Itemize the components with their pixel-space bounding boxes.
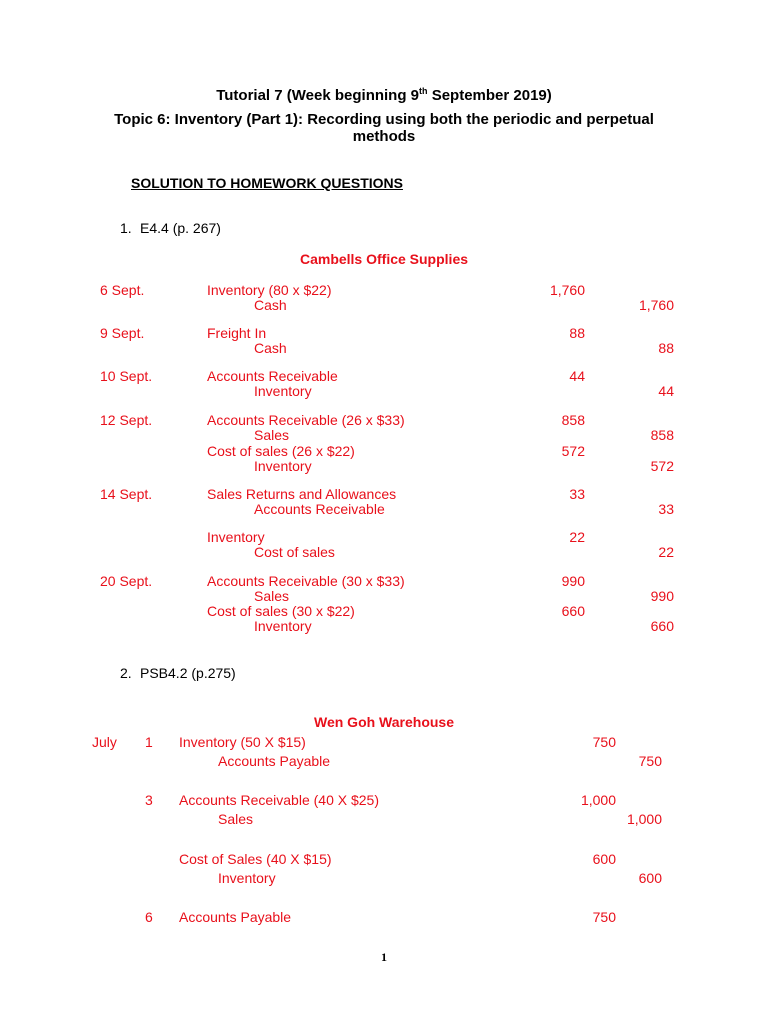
debit-account: Accounts Payable xyxy=(179,909,292,925)
credit-amount: 600 xyxy=(638,870,662,886)
tutorial-title xyxy=(0,88,768,104)
page-number: 1 xyxy=(381,950,387,964)
debit-account: Accounts Receivable (30 x $33) xyxy=(207,573,405,589)
tutorial-title-prefix: Tutorial 7 (Week beginning 9 xyxy=(216,87,420,104)
debit-amount: 660 xyxy=(561,603,585,619)
debit-account: Inventory (50 X $15) xyxy=(179,734,306,750)
entry-date: 10 Sept. xyxy=(100,368,153,384)
credit-account: Sales xyxy=(254,427,290,443)
credit-account: Accounts Payable xyxy=(218,753,331,769)
credit-account: Inventory xyxy=(254,458,312,474)
credit-amount: 750 xyxy=(638,753,662,769)
credit-amount: 1,760 xyxy=(638,297,674,313)
entry-date: 20 Sept. xyxy=(100,573,153,589)
debit-amount: 1,000 xyxy=(580,792,616,808)
debit-amount: 750 xyxy=(592,909,616,925)
credit-amount: 858 xyxy=(650,427,674,443)
credit-amount: 572 xyxy=(650,458,674,474)
entry-date: 9 Sept. xyxy=(100,325,145,341)
credit-account: Inventory xyxy=(254,618,312,634)
debit-account: Cost of sales (26 x $22) xyxy=(207,443,355,459)
debit-account: Sales Returns and Allowances xyxy=(207,486,397,502)
credit-account: Accounts Receivable xyxy=(254,501,385,517)
q2-number: 2. xyxy=(120,665,132,681)
credit-amount: 88 xyxy=(658,340,674,356)
credit-account: Cash xyxy=(254,340,287,356)
debit-account: Accounts Receivable (26 x $33) xyxy=(207,412,405,428)
credit-amount: 44 xyxy=(658,383,674,399)
debit-amount: 1,760 xyxy=(549,282,585,298)
q2-company-heading: Wen Goh Warehouse xyxy=(313,714,454,730)
credit-amount: 33 xyxy=(658,501,674,517)
debit-account: Cost of sales (30 x $22) xyxy=(207,603,355,619)
debit-account: Accounts Receivable xyxy=(207,368,338,384)
entry-date: 14 Sept. xyxy=(100,486,153,502)
credit-account: Inventory xyxy=(218,870,276,886)
entry-date: 6 Sept. xyxy=(100,282,145,298)
topic-line-1: Topic 6: Inventory (Part 1): Recording using both the periodic and perpetual xyxy=(114,111,654,128)
debit-account: Inventory xyxy=(207,529,265,545)
q2-label: PSB4.2 (p.275) xyxy=(140,665,236,681)
credit-account: Sales xyxy=(218,811,254,827)
debit-amount: 858 xyxy=(561,412,585,428)
topic-line-2: methods xyxy=(352,128,416,145)
debit-account: Inventory (80 x $22) xyxy=(207,282,332,298)
debit-amount: 750 xyxy=(592,734,616,750)
entry-date: 12 Sept. xyxy=(100,412,153,428)
credit-amount: 1,000 xyxy=(626,811,662,827)
debit-account: Freight In xyxy=(207,325,267,341)
debit-amount: 44 xyxy=(569,368,585,384)
credit-amount: 990 xyxy=(650,588,674,604)
debit-account: Accounts Receivable (40 X $25) xyxy=(179,792,379,808)
entry-day: 6 xyxy=(145,909,153,925)
entry-month: July xyxy=(92,734,117,750)
credit-amount: 22 xyxy=(658,544,674,560)
debit-account: Cost of Sales (40 X $15) xyxy=(179,851,332,867)
tutorial-title-sup: th xyxy=(419,86,428,96)
credit-account: Sales xyxy=(254,588,290,604)
debit-amount: 22 xyxy=(569,529,585,545)
credit-account: Cash xyxy=(254,297,287,313)
debit-amount: 33 xyxy=(569,486,585,502)
q1-number: 1. xyxy=(120,220,132,236)
credit-amount: 660 xyxy=(650,618,674,634)
credit-account: Cost of sales xyxy=(254,544,335,560)
entry-day: 3 xyxy=(145,792,153,808)
debit-amount: 600 xyxy=(592,851,616,867)
debit-amount: 88 xyxy=(569,325,585,341)
q1-company-heading: Cambells Office Supplies xyxy=(299,251,469,267)
section-heading: SOLUTION TO HOMEWORK QUESTIONS xyxy=(131,175,403,191)
debit-amount: 572 xyxy=(561,443,585,459)
credit-account: Inventory xyxy=(254,383,312,399)
q1-label: E4.4 (p. 267) xyxy=(140,220,221,236)
entry-day: 1 xyxy=(145,734,153,750)
tutorial-title-suffix: September 2019) xyxy=(427,87,552,104)
debit-amount: 990 xyxy=(561,573,585,589)
